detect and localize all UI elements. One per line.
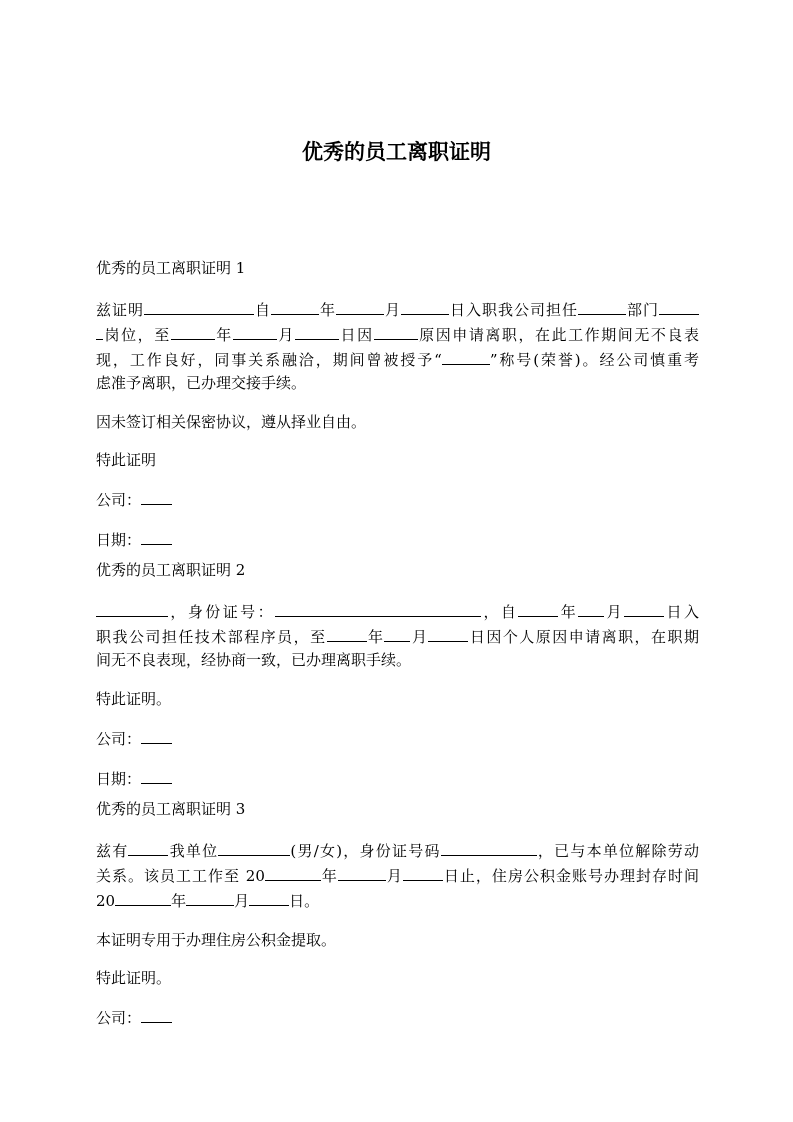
section3-purpose: 本证明专用于办理住房公积金提取。 (96, 931, 337, 949)
blank-day (401, 297, 449, 315)
blank-work-year (265, 863, 321, 881)
blank-honor (442, 347, 490, 365)
blank-dept (578, 297, 626, 315)
section1-line-4: 虑准予离职，已办理交接手续。 (96, 374, 307, 392)
section1-paragraph (96, 297, 699, 395)
blank-id-number (441, 838, 537, 856)
blank-seal-day (249, 888, 289, 906)
section2-closing: 特此证明。 (96, 690, 172, 708)
blank-year (271, 297, 319, 315)
blank-work-day (403, 863, 443, 881)
blank-day (624, 599, 664, 617)
section1-line-2: 岗位，至 年 月 日因 原因申请离职，在此工作期间无不良表 (96, 322, 699, 347)
blank-work-month (338, 863, 386, 881)
section1-company: 公司： (96, 487, 699, 512)
blank-position (659, 297, 699, 315)
section2-company: 公司： (96, 726, 699, 751)
blank-month (336, 297, 384, 315)
section1-date: 日期： (96, 527, 699, 552)
blank-end-year (327, 624, 367, 642)
blank-reason (374, 322, 418, 340)
section1-closing: 特此证明 (96, 451, 157, 469)
blank-end-day (428, 624, 468, 642)
blank-end-day (295, 322, 339, 340)
blank-seal-year (115, 888, 171, 906)
blank-company (141, 487, 172, 505)
section3-line-3: 20 年 月 日。 (96, 888, 699, 913)
section2-paragraph (96, 599, 699, 672)
section1-agreement-note: 因未签订相关保密协议，遵从择业自由。 (96, 413, 367, 431)
blank-company (141, 726, 172, 744)
blank-end-month (384, 624, 410, 642)
section1-heading: 优秀的员工离职证明 1 (96, 259, 246, 277)
blank-employee (96, 599, 168, 617)
section2-line-2: 职我公司担任技术部程序员，至 年 月 日因个人原因申请离职，在职期 (96, 624, 699, 649)
section2-line-1: ，身份证号： ，自 年 月 日入 (96, 599, 699, 624)
section1-line-3: 现，工作良好，同事关系融洽，期间曾被授予“ ”称号(荣誉)。经公司慎重考 (96, 347, 699, 372)
blank-end-year (171, 322, 215, 340)
section3-company: 公司： (96, 1005, 699, 1030)
section3-heading: 优秀的员工离职证明 3 (96, 800, 246, 818)
blank-employee (128, 838, 168, 856)
blank-date (141, 527, 172, 545)
blank-unit (218, 838, 290, 856)
section1-line-1: 兹证明 自 年 月 日入职我公司担任 部门 (96, 297, 699, 322)
section3-paragraph (96, 838, 699, 913)
section3-line-1: 兹有 我单位 (男/女)，身份证号码 ，已与本单位解除劳动 (96, 838, 699, 863)
section3-line-2: 关系。该员工工作至 20 年 月 日止，住房公积金账号办理封存时间 (96, 863, 699, 888)
document-title: 优秀的员工离职证明 (302, 140, 491, 164)
blank-end-month (233, 322, 277, 340)
blank-company (141, 1005, 172, 1023)
section2-date: 日期： (96, 766, 699, 791)
blank-seal-month (186, 888, 234, 906)
blank-year (518, 599, 558, 617)
document-body (96, 257, 699, 1030)
section2-line-3: 间无不良表现，经协商一致，已办理离职手续。 (96, 651, 412, 669)
blank-name (144, 297, 254, 315)
blank-id-number (275, 599, 481, 617)
blank-month (578, 599, 604, 617)
section3-closing: 特此证明。 (96, 969, 172, 987)
section2-heading: 优秀的员工离职证明 2 (96, 561, 246, 579)
blank-date (141, 766, 172, 784)
